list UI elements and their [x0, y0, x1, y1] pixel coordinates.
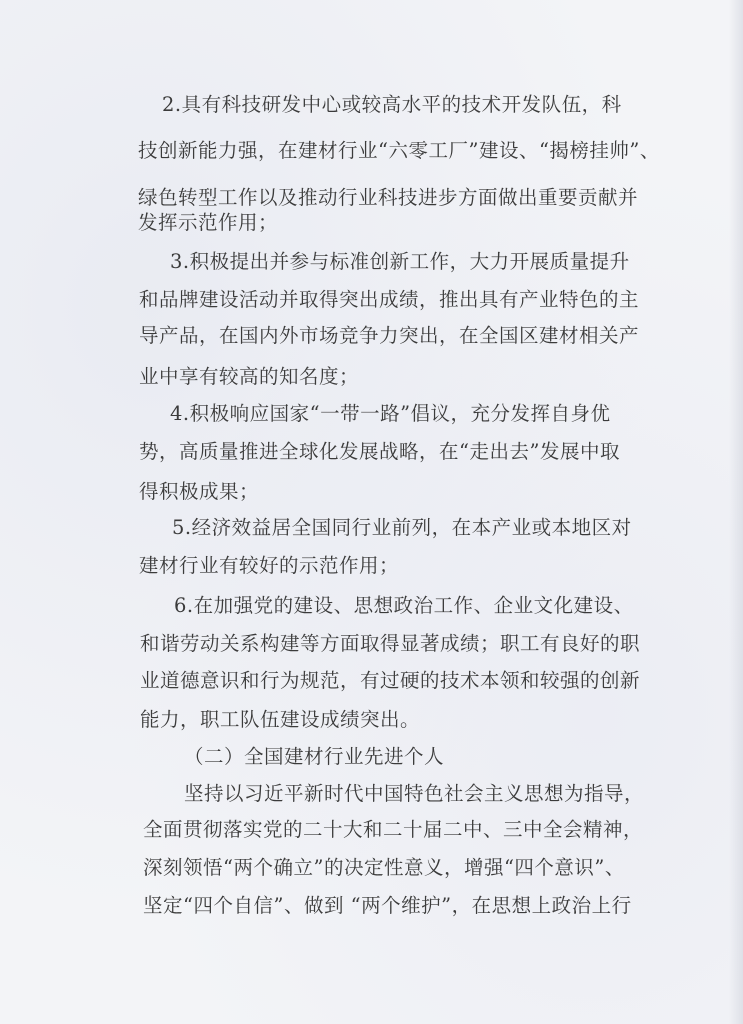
text-line-8: 业中享有较高的知名度； — [139, 365, 360, 388]
text-line-14: 6.在加强党的建设、思想政治工作、企业文化建设、 — [174, 594, 634, 617]
text-line-22: 坚定“四个自信”、做到 “两个维护”，在思想上政治上行 — [143, 894, 632, 917]
text-line-10: 势，高质量推进全球化发展战略，在“走出去”发展中取 — [139, 440, 620, 463]
section-heading-advanced-individuals: （二）全国建材行业先进个人 — [184, 745, 445, 768]
text-line-3: 绿色转型工作以及推动行业科技进步方面做出重要贡献并 — [138, 186, 639, 209]
text-line-15: 和谐劳动关系构建等方面取得显著成绩；职工有良好的职 — [140, 632, 641, 655]
text-line-16: 业道德意识和行为规范，有过硬的技术本领和较强的创新 — [140, 669, 641, 692]
text-line-1: 2.具有科技研发中心或较高水平的技术开发队伍，科 — [162, 93, 622, 116]
text-line-9: 4.积极响应国家“一带一路”倡议，充分发挥自身优 — [170, 402, 611, 425]
text-line-7: 导产品，在国内外市场竞争力突出，在全国区建材相关产 — [139, 324, 640, 347]
scan-edge-shadow — [729, 0, 743, 1024]
text-line-20: 全面贯彻落实党的二十大和二十届二中、三中全会精神， — [143, 818, 644, 841]
text-line-2: 技创新能力强，在建材行业“六零工厂”建设、“揭榜挂帅”、 — [138, 139, 660, 162]
text-line-13: 建材行业有较好的示范作用； — [139, 554, 400, 577]
text-line-5: 3.积极提出并参与标准创新工作，大力开展质量提升 — [170, 250, 630, 273]
text-line-11: 得积极成果； — [139, 480, 260, 503]
text-line-17: 能力，职工队伍建设成绩突出。 — [140, 708, 421, 731]
text-line-19: 坚持以习近平新时代中国特色社会主义思想为指导， — [184, 782, 645, 805]
text-line-12: 5.经济效益居全国同行业前列，在本产业或本地区对 — [172, 516, 632, 539]
text-line-21: 深刻领悟“两个确立”的决定性意义，增强“四个意识”、 — [143, 856, 625, 879]
text-line-6: 和品牌建设活动并取得突出成绩，推出具有产业特色的主 — [139, 288, 640, 311]
text-line-4: 发挥示范作用； — [138, 211, 279, 234]
